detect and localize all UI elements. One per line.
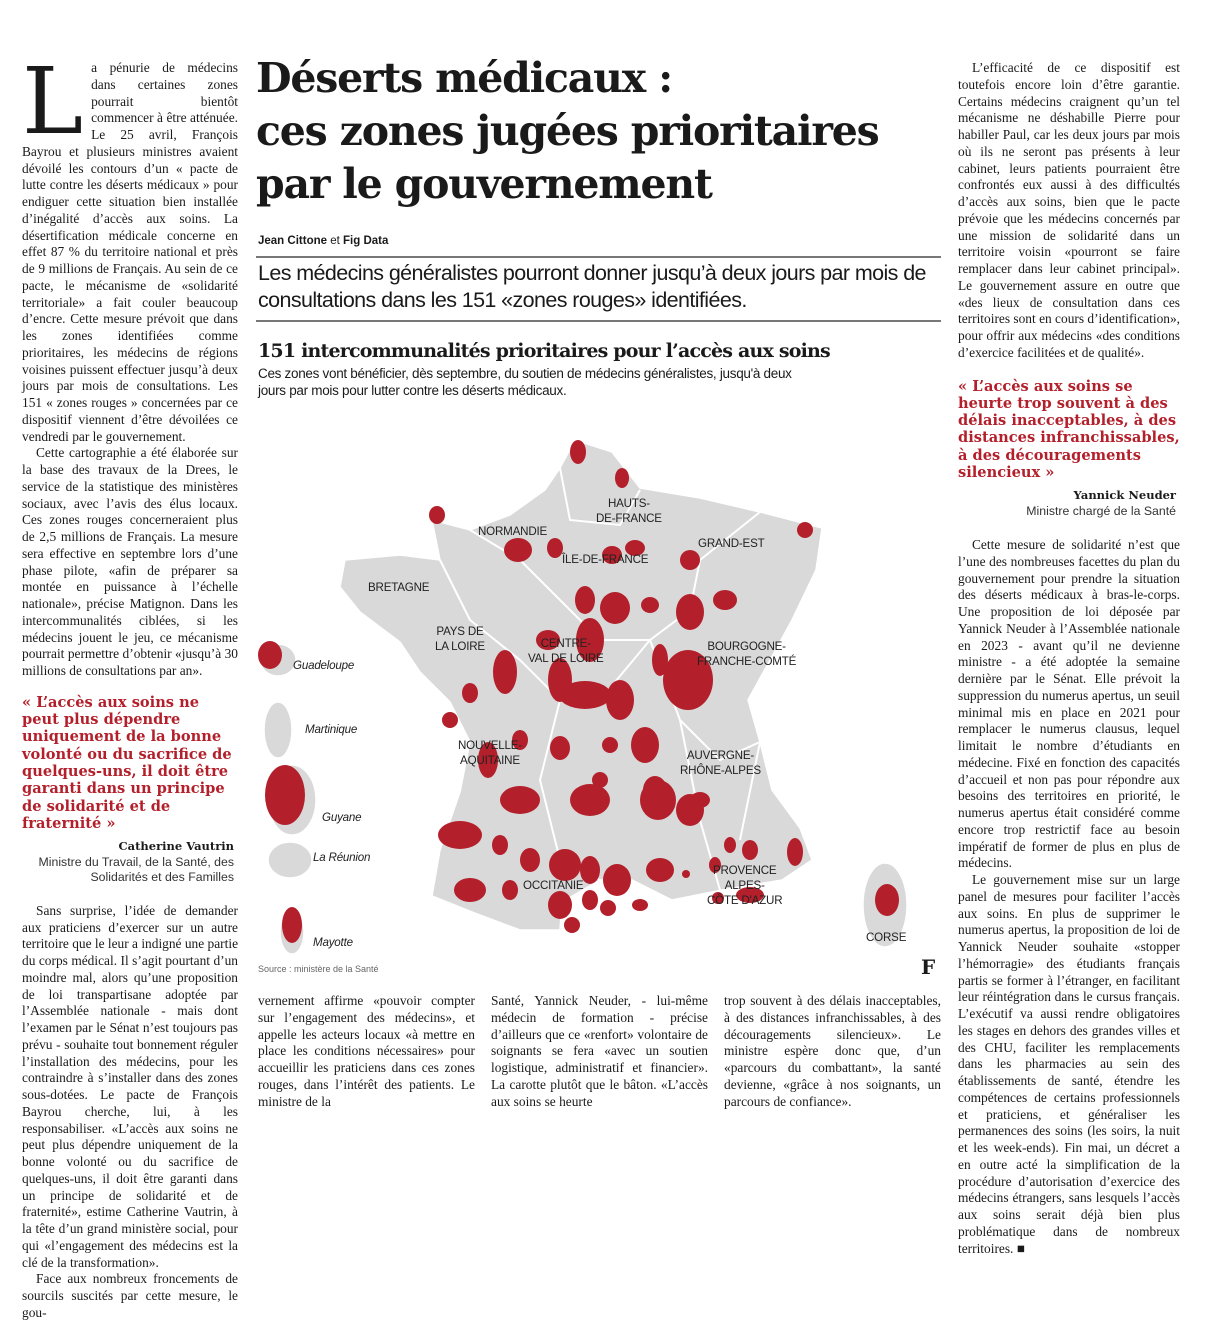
priority-zone [265, 765, 305, 825]
priority-zone [797, 522, 813, 538]
region-label: OCCITANIE [523, 879, 584, 892]
priority-zone [641, 597, 659, 613]
priority-zone [258, 641, 282, 669]
region-label: PAYS DE LA LOIRE [435, 625, 485, 653]
pull-quote: « L’accès aux soins ne peut plus dépendre uniquement de la bonne volonté ou du sacrifice de quelques-uns, il doit être garanti dans un principe de solidarité et de fraternité » [22, 693, 232, 832]
reunion-shape [268, 842, 312, 878]
overseas-label: Guadeloupe [293, 659, 355, 672]
priority-zone [615, 468, 629, 488]
region-label: BOURGOGNE- FRANCHE-COMTÉ [697, 640, 797, 668]
pull-quote: « L’accès aux soins se heurte trop souvent à des délais inacceptables, à des distances infranchissables, à des découragements silencieux » [958, 377, 1180, 481]
priority-zone [682, 870, 690, 878]
body-paragraph: Santé, Yannick Neuder, - lui-même médecin de formation - précise d’ailleurs que ce «renfort» volontaire de soignants se fera «avec un soutien logistique, administratif et financier». La carotte plutôt que le bâton. «L’accès aux soins se heurte [491, 993, 708, 1109]
priority-zone [570, 784, 610, 816]
priority-zone [454, 878, 486, 902]
headline-line: ces zones jugées prioritaires [256, 107, 879, 155]
priority-zone [492, 835, 508, 855]
priority-zone [462, 683, 478, 703]
overseas-label: Martinique [305, 723, 358, 736]
headline-line: par le gouvernement [256, 160, 712, 208]
body-paragraph: a pénurie de médecins dans certaines zones pourrait bientôt commencer à être atténuée. Le 25 avril, François Bayrou et plusieurs ministres avaient dévoilé les contours d’un « pacte de lutte contre les déserts médicaux » pour endiguer cette situation bien installée d’inégalité d’accès aux soins. La désertification médicale concerne en effet 87 % du territoire national et près de 9 millions de Français. Au sein de ce pacte, le mécanisme de «solidarité territoriale» a fait couler beaucoup d’encre. Cette mesure prévoit que dans les zones identifiées comme prioritaires, les médecins de régions voisines puissent effectuer jusqu’à deux jours par mois de consultations. Les 151 « zones rouges » concernées par ce dispositif viennent d’être dévoilées ce vendredi par le gouvernement. [22, 60, 238, 444]
bottom-column [258, 993, 475, 1110]
priority-zone [575, 586, 595, 614]
bottom-column [491, 993, 708, 1110]
body-paragraph: vernement affirme «pouvoir compter sur l’engagement des médecins», et appelle les acteurs locaux «à mettre en place les conditions nécessaires» pour accueillir les praticiens dans ces zones rouges, dans l’intérêt des patients. Le ministre de la [258, 993, 475, 1109]
publication-logo: F [921, 955, 936, 979]
priority-zone [602, 737, 618, 753]
overseas-label: Guyane [322, 811, 362, 824]
region-label: NOUVELLE- AQUITAINE [458, 739, 522, 767]
priority-zone [547, 538, 563, 558]
deck: Les médecins généralistes pourront donner jusqu’à deux jours par mois de consultations dans les 151 «zones rouges» identifiées. [258, 261, 926, 312]
body-paragraph: Le gouvernement mise sur un large panel de mesures pour faciliter l’accès aux soins. En plus de supprimer le numerus apertus, la proposition de loi de Yannick Neuder souhaite «stopper l’hémorragie» des étudiants français partis se former à l’étranger, en facilitant leur réintégration dans le cursus français. L’exécutif va aussi rendre obligatoires les stages en dehors des grandes villes et des CHU, faciliter les remplacements dans les pharmacies au sein des établissements de santé, étendre les compétences de certains professionnels et praticiens, et généraliser les permanences des soins (les soirs, la nuit et les week-ends). Fin mai, un décret a en outre acté la simplification de la procédure d’autorisation d’exercice des médecins étrangers, sans lesquels l’accès aux soins serait déjà bien plus problématique dans de nombreux territoires. ■ [958, 872, 1180, 1256]
priority-zone [646, 858, 674, 882]
region-label: HAUTS- DE-FRANCE [596, 497, 662, 525]
priority-zone [564, 917, 580, 933]
priority-zone [559, 681, 611, 709]
priority-zone [676, 594, 704, 630]
map-title: 151 intercommunalités prioritaires pour l’accès aux soins [258, 340, 830, 362]
bottom-column [724, 993, 941, 1110]
pull-quote-role: Ministre du Travail, de la Santé, des Solidarités et des Familles [38, 854, 234, 884]
priority-zone [690, 792, 710, 808]
body-paragraph: L’efficacité de ce dispositif est toutefois encore loin d’être garantie. Certains médecins craignent qu’un tel mécanisme ne déshabille Pierre pour habiller Paul, car les deux jours par mois où ils ne seront pas présents à leur cabinet, leurs patients pourraient être confrontés eux aussi à des difficultés d’accès aux soins, bien que le pacte prévoie que les médecins concernés par une mission de solidarité dans un territoire voisin «pourront se faire remplacer dans leur cabinet principal». Le gouvernement assure en outre que «des lieux de consultation dans ces territoires sont en cours d’identification», pour offrir aux médecins «des conditions d’exercice facilitées et de qualité». [958, 60, 1180, 360]
region-label: CORSE [866, 931, 907, 944]
region-label: PROVENCE ALPES- CÔTE D'AZUR [707, 864, 783, 907]
priority-zone [724, 837, 736, 853]
priority-zone [787, 838, 803, 866]
overseas-label: La Réunion [313, 851, 371, 864]
priority-zone [493, 650, 517, 694]
region-label: ÎLE-DE-FRANCE [562, 553, 649, 566]
priority-zone [502, 880, 518, 900]
pull-quote-author: Yannick Neuder [1073, 488, 1176, 503]
priority-zone [875, 884, 899, 916]
priority-zone [549, 849, 581, 881]
priority-zone [550, 736, 570, 760]
map-subtitle: Ces zones vont bénéficier, dès septembre, du soutien de médecins généralistes, jusqu'à deux jours par mois pour lutter contre les déserts médicaux. [258, 366, 792, 398]
byline-coauthor: Fig Data [343, 235, 389, 247]
priority-zone [606, 680, 634, 720]
region-label: NORMANDIE [478, 525, 548, 538]
map-source: Source : ministère de la Santé [258, 964, 379, 974]
region-label: BRETAGNE [368, 581, 430, 594]
priority-zone [438, 821, 482, 849]
byline-author: Jean Cittone [258, 235, 328, 247]
headline-line: Déserts médicaux : [256, 54, 673, 102]
priority-zone [570, 440, 586, 464]
priority-zone [603, 864, 631, 896]
body-paragraph: Cette cartographie a été élaborée sur la base des travaux de la Drees, le service de la statistique des ministères sociaux, avec l’avis des élus locaux. Ces zones rouges concerneraient plus de 2,5 millions de Français. La mesure sera effective en septembre lors d’une phase pilote, «afin de préparer sa montée en puissance à l’échelle nationale», précise Matignon. Dans les intercommunalités ciblées, si les médecins jouent le jeu, ce mécanisme pourrait permettre d’obtenir «jusqu’à 30 millions de consultations par an». [22, 445, 238, 678]
region-label: CENTRE- VAL DE LOIRE [528, 637, 604, 665]
body-paragraph: Face aux nombreux froncements de sourcils suscités par cette mesure, le gou- [22, 1271, 238, 1320]
pull-quote-author: Catherine Vautrin [118, 839, 234, 854]
priority-zone [742, 840, 758, 860]
priority-zone [713, 590, 737, 610]
byline-connector: et [330, 235, 340, 247]
body-paragraph: trop souvent à des délais inacceptables, à des distances infranchissables, à des découragements silencieux». Le ministre espère donc que, d’un «parcours du combattant», la santé devienne, «grâce à nos soignants, un parcours de confiance». [724, 993, 941, 1109]
priority-zone [520, 848, 540, 872]
body-paragraph: Sans surprise, l’idée de demander aux praticiens d’exercer sur un autre territoire que le leur a indigné une partie du corps médical. Il s’agit pourtant d’un moindre mal, alors qu’une proposition de loi transpartisane adoptée par l’Assemblée nationale - mais dont l’examen par le Sénat n’est toujours pas prévu - souhaite tout bonnement réguler l’installation des médecins, pour les contraindre à s’installer dans des zones sous-dotées. Le pacte de François Bayrou cherche, lui, à les responsabiliser. «L’accès aux soins ne peut plus dépendre uniquement de la bonne volonté ou du sacrifice de quelques-uns, il doit être garanti dans un principe de solidarité et de fraternité», estime Catherine Vautrin, à la tête d’un grand ministère social, pour qui «l’engagement des médecins est la clé de la transformation». [22, 902, 239, 1270]
drop-cap: L [22, 48, 84, 155]
priority-zone [632, 899, 648, 911]
priority-zone [442, 712, 458, 728]
priority-zone [429, 506, 445, 524]
priority-zone [504, 538, 532, 562]
region-label: AUVERGNE- RHÔNE-ALPES [680, 749, 761, 777]
priority-zone [548, 891, 572, 919]
region-label: GRAND-EST [698, 537, 765, 550]
body-paragraph: Cette mesure de solidarité n’est que l’une des nombreuses facettes du plan du gouvernement pour prendre la situation des déserts médicaux à bras-le-corps. Une proposition de loi déposée par Yannick Neuder à l’Assemblée nationale en 2023 - avant qu’il ne devienne ministre - a été adoptée la semaine dernière par le Sénat. Elle prévoit la suppression du numerus apertus, un seuil minimal mis en place en 2021 pour remplacer le numerus clausus, lequel limitait le nombre d’étudiants en médecine. Fixé en fonction des capacités d’accueil et non pas pour répondre aux besoins des territoires en priorité, le numerus apertus était considéré comme encore trop restrictif face au besoin impératif de former de plus en plus de médecins. [958, 537, 1180, 871]
priority-zone [600, 900, 616, 916]
priority-zone [282, 907, 302, 943]
martinique-shape [264, 702, 292, 758]
overseas-label: Mayotte [313, 936, 353, 949]
priority-zone [643, 776, 667, 804]
right-column [958, 60, 1180, 1257]
pull-quote-role: Ministre chargé de la Santé [1026, 504, 1176, 519]
priority-zone [600, 592, 630, 624]
priority-zone [582, 890, 598, 910]
priority-zone [631, 727, 659, 763]
priority-zone [500, 786, 540, 814]
priority-zone [680, 550, 700, 570]
